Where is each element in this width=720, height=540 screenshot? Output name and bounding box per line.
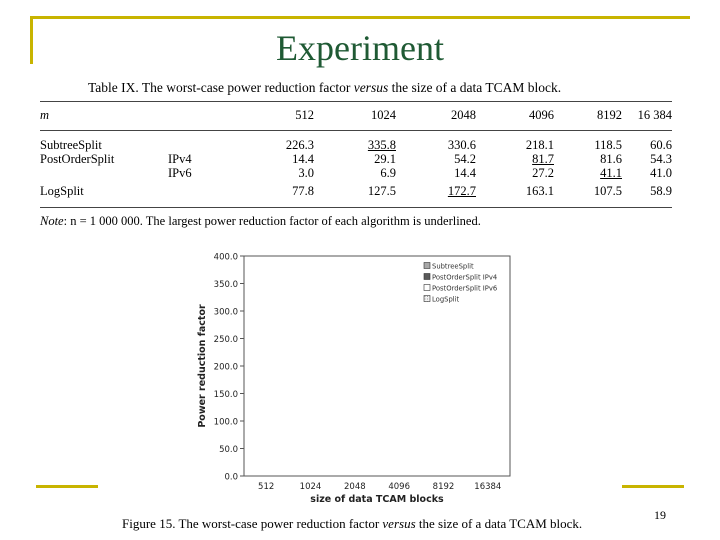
table-caption-suffix: the size of a data TCAM block. — [388, 80, 562, 95]
table-cell: 54.2 — [454, 152, 476, 166]
table-column-header: 512 — [295, 108, 314, 122]
table-row-name: SubtreeSplit — [40, 138, 102, 152]
y-tick-label: 150.0 — [213, 390, 238, 400]
table-cell: 41.1 — [600, 166, 622, 180]
table-row-name — [40, 166, 168, 180]
power-reduction-table — [40, 108, 672, 198]
legend-label: PostOrderSplit IPv4 — [432, 273, 498, 282]
x-tick-label: 4096 — [388, 482, 410, 492]
table-header-row — [40, 108, 672, 130]
table-column-header: 2048 — [451, 108, 476, 122]
table-cell: 330.6 — [447, 138, 476, 152]
table-cell: 14.4 — [292, 152, 314, 166]
table-caption — [88, 80, 561, 96]
y-tick-label: 200.0 — [213, 362, 238, 373]
table-note-label: Note — [40, 214, 64, 228]
table-rule-bottom — [40, 207, 672, 208]
x-tick-label: 2048 — [344, 482, 366, 492]
table-row-sub: IPv4 — [168, 152, 192, 166]
table-header-label: m — [40, 108, 50, 122]
table-cell: 163.1 — [525, 184, 554, 198]
y-tick-label: 50.0 — [219, 445, 238, 455]
table-row — [40, 152, 672, 166]
table-cell: 77.8 — [292, 184, 314, 198]
table-cell: 107.5 — [593, 184, 622, 198]
table-note — [40, 214, 481, 228]
table-row-sub: IPv6 — [168, 166, 192, 180]
table-cell: 41.0 — [650, 166, 672, 180]
figure-caption-prefix: Figure 15. The worst-case power reduction factor — [122, 516, 383, 531]
table-cell: 29.1 — [374, 152, 396, 166]
table-row — [40, 138, 672, 152]
table-cell: 81.6 — [600, 152, 622, 166]
table-cell: 54.3 — [650, 152, 672, 166]
table-caption-prefix: Table IX. The worst-case power reduction factor — [88, 80, 354, 95]
table-cell: 335.8 — [367, 138, 396, 152]
table-cell: 6.9 — [380, 166, 396, 180]
x-axis-label: size of data TCAM blocks — [310, 494, 444, 505]
table-row-name: LogSplit — [40, 184, 84, 198]
table-row-sub — [168, 138, 218, 152]
legend-swatch — [424, 263, 430, 269]
slide-bottom-left-rule — [36, 485, 98, 488]
y-tick-label: 250.0 — [213, 335, 238, 345]
legend-label: SubtreeSplit — [432, 262, 474, 271]
x-tick-label: 8192 — [432, 482, 455, 492]
table-row-sub — [168, 180, 218, 198]
figure-caption-suffix: the size of a data TCAM block. — [415, 516, 583, 531]
x-tick-label: 512 — [258, 482, 275, 492]
power-reduction-bar-chart — [192, 246, 512, 508]
table-note-text: : n = 1 000 000. The largest power reduction factor of each algorithm is underlined. — [63, 214, 481, 228]
table-column-header: 8192 — [597, 108, 622, 122]
table-rule-top — [40, 101, 672, 102]
x-tick-label: 16384 — [474, 482, 502, 492]
legend-label: PostOrderSplit IPv6 — [432, 284, 498, 293]
table-caption-italic: versus — [353, 80, 389, 95]
table-cell: 27.2 — [532, 166, 554, 180]
legend-swatch — [424, 285, 430, 291]
y-axis-label: Power reduction factor — [197, 304, 208, 428]
table-cell: 60.6 — [650, 138, 672, 152]
table-row — [40, 166, 672, 180]
table-column-header: 4096 — [529, 108, 554, 122]
table-cell: 14.4 — [454, 166, 476, 180]
y-tick-label: 100.0 — [213, 417, 238, 428]
table-cell: 127.5 — [367, 184, 396, 198]
table-cell: 118.5 — [594, 138, 622, 152]
y-tick-label: 350.0 — [213, 280, 238, 290]
table-column-header: 1024 — [371, 108, 396, 122]
table-row — [40, 180, 672, 198]
legend-swatch — [424, 274, 430, 280]
figure-caption — [122, 516, 582, 532]
slide-top-rule — [30, 16, 690, 19]
table-cell: 81.7 — [532, 152, 554, 166]
y-tick-label: 300.0 — [213, 307, 238, 318]
table-cell: 172.7 — [447, 184, 476, 198]
slide-title: Experiment — [276, 28, 444, 68]
figure-caption-italic: versus — [382, 516, 416, 531]
table-cell: 3.0 — [298, 166, 314, 180]
legend-label: LogSplit — [432, 295, 460, 304]
table-cell: 226.3 — [285, 138, 314, 152]
y-tick-label: 400.0 — [213, 252, 238, 263]
table-column-header: 16 384 — [637, 108, 672, 122]
table-cell: 58.9 — [650, 184, 672, 198]
table-cell: 218.1 — [525, 138, 554, 152]
legend-swatch — [424, 296, 430, 302]
slide-bottom-right-rule — [622, 485, 684, 488]
table-header-blank — [168, 108, 218, 130]
page-number: 19 — [654, 508, 666, 522]
y-tick-label: 0.0 — [224, 472, 238, 483]
x-tick-label: 1024 — [299, 482, 322, 492]
table-row-name: PostOrderSplit — [40, 152, 115, 166]
